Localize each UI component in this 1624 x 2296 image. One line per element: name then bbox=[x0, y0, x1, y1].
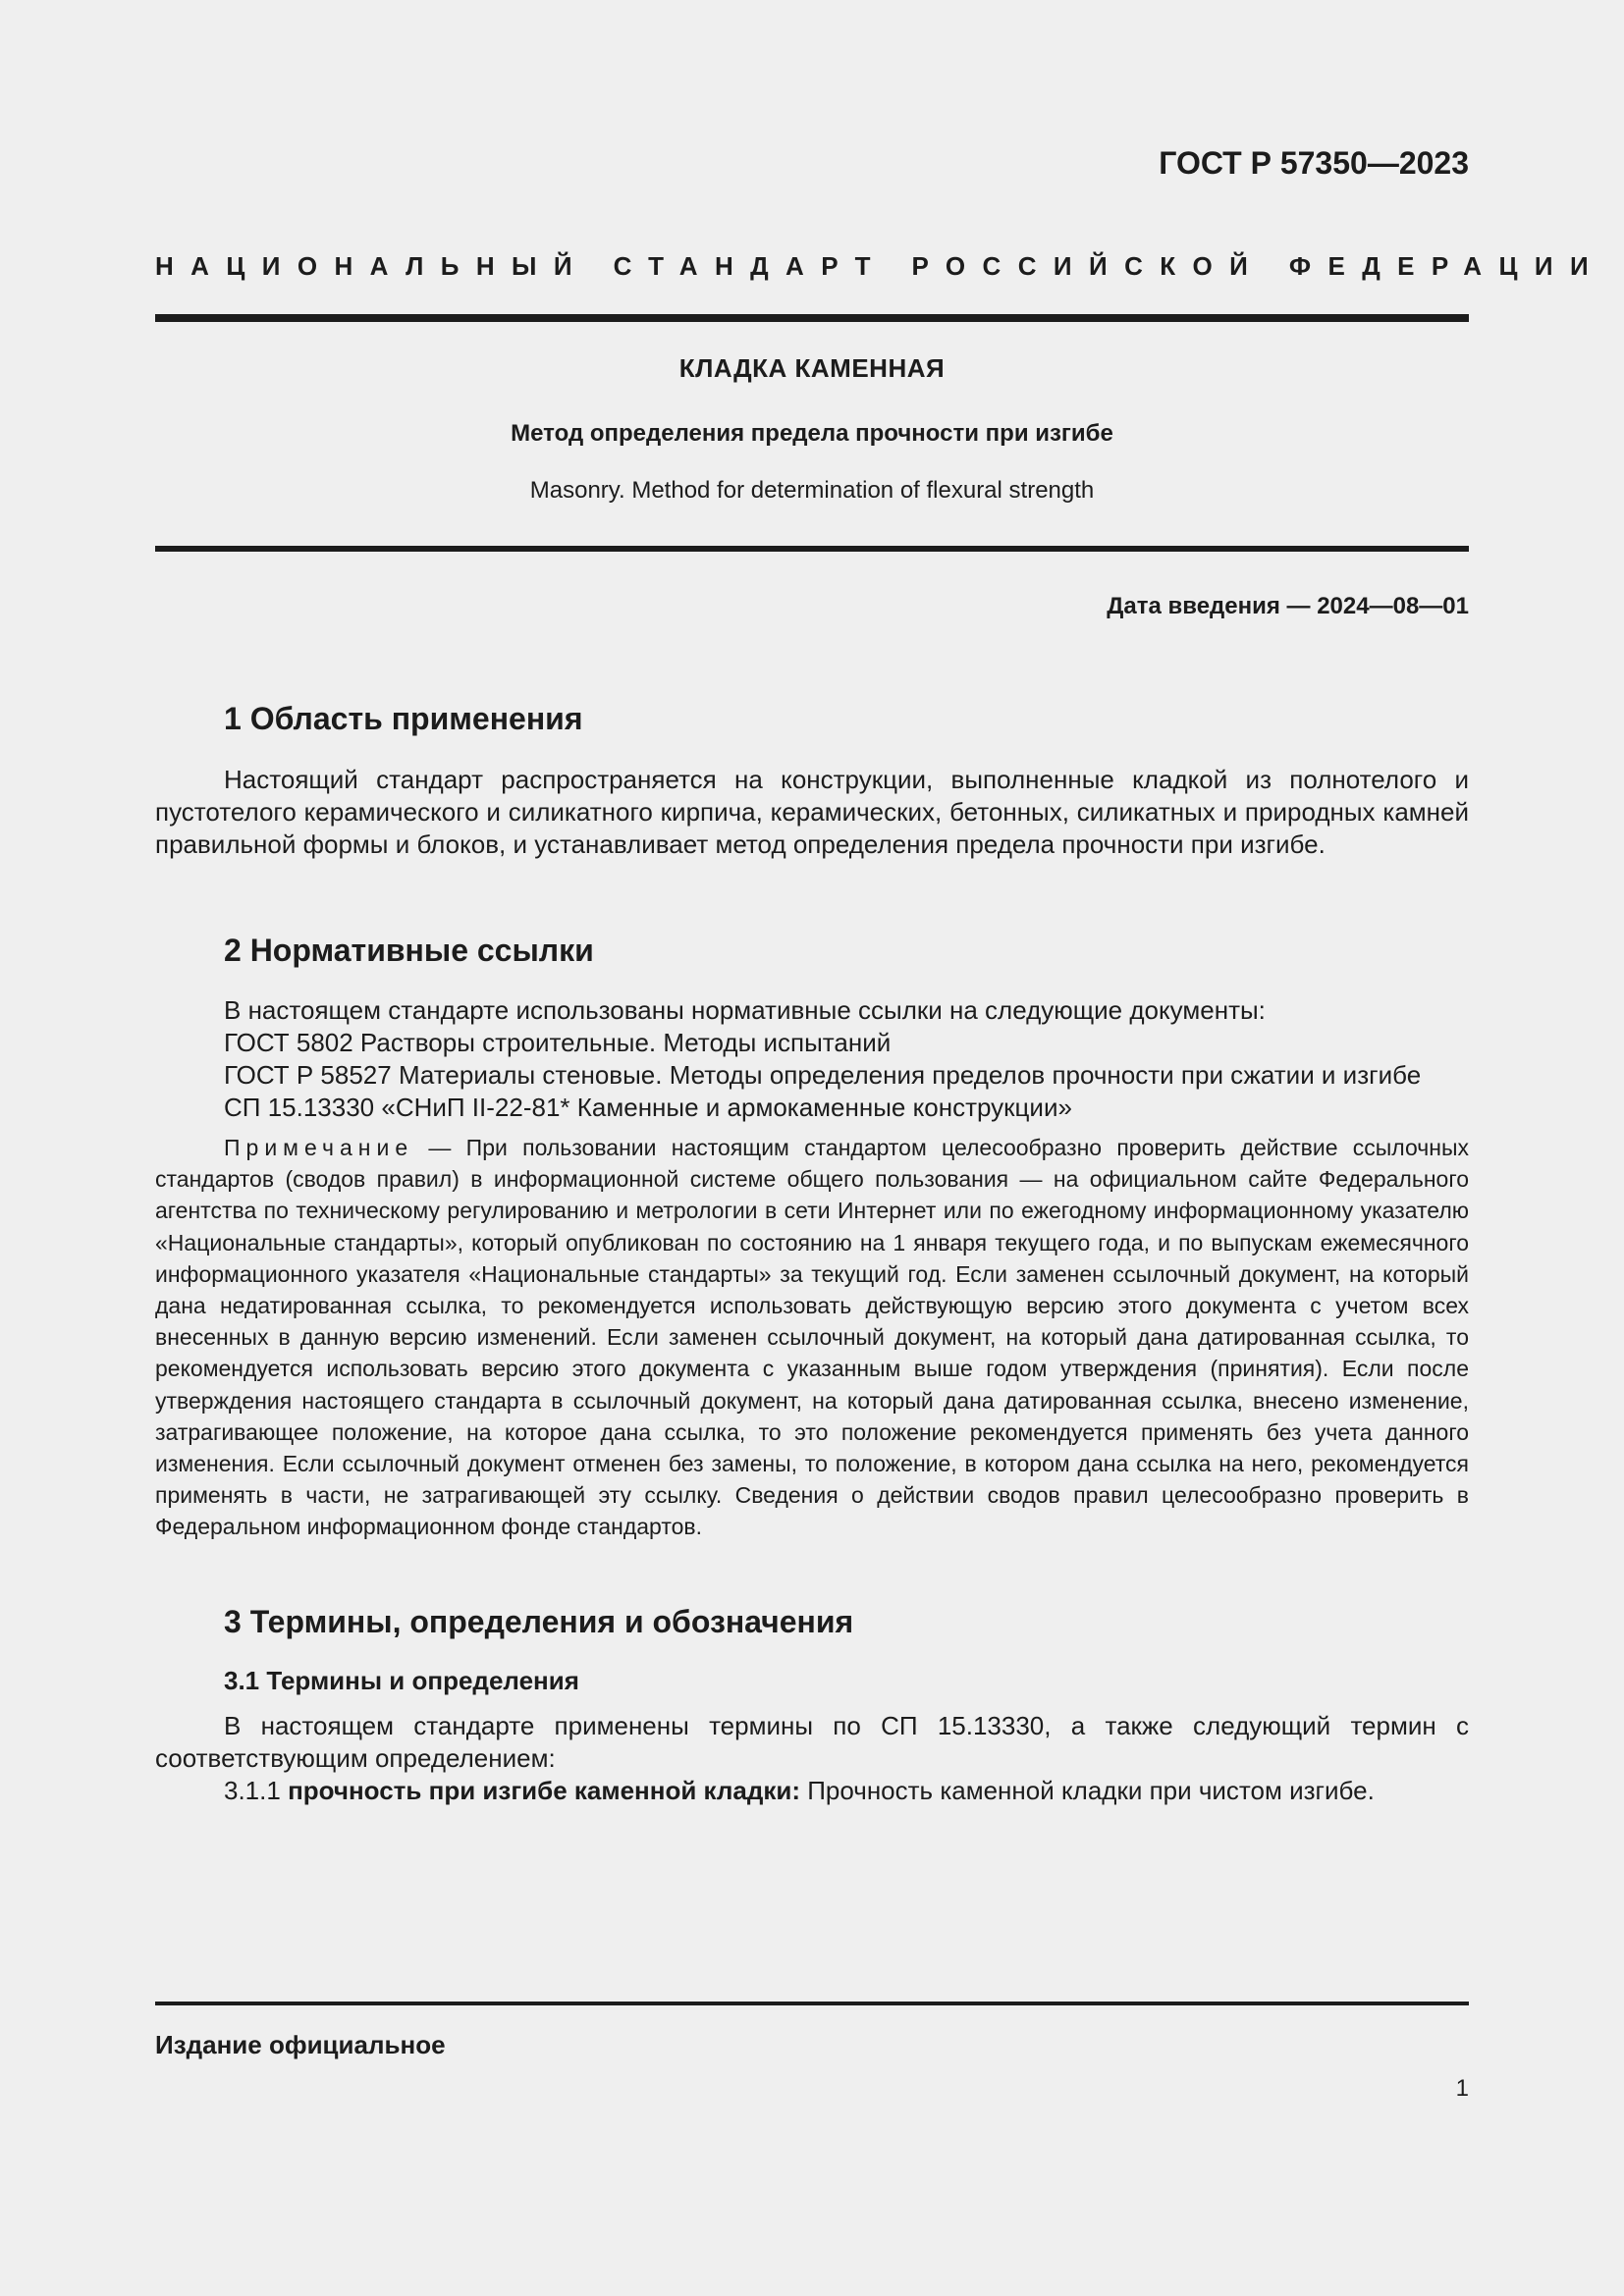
reference-item: СП 15.13330 «СНиП II-22-81* Каменные и армокаменные конструкции» bbox=[224, 1093, 1072, 1122]
section-2-intro: В настоящем стандарте использованы нормативные ссылки на следующие документы: bbox=[224, 995, 1266, 1025]
term-definition bbox=[155, 1775, 1469, 1807]
title-rule bbox=[155, 546, 1469, 552]
footer-rule bbox=[155, 2002, 1469, 2005]
section-1-text: Настоящий стандарт распространяется на конструкции, выполненные кладкой из полнотелого и пустотелого керамического и силикатного кирпича, керамических, бетонных, силикатных и природных камней правильной формы и блоков, и устанавливает метод определения предела прочности при изгибе. bbox=[155, 765, 1469, 859]
note-label: Примечание bbox=[224, 1135, 414, 1160]
gost-number: ГОСТ Р 57350—2023 bbox=[1159, 145, 1469, 181]
national-standard-banner: НАЦИОНАЛЬНЫЙ СТАНДАРТ РОССИЙСКОЙ ФЕДЕРАЦИИ bbox=[155, 251, 1606, 281]
section-2-note bbox=[155, 1132, 1469, 1543]
official-edition-label: Издание официальное bbox=[155, 2030, 446, 2059]
term-name: прочность при изгибе каменной кладки: bbox=[288, 1776, 801, 1805]
section-1-body bbox=[155, 764, 1469, 861]
section-3-intro: В настоящем стандарте применены термины по СП 15.13330, а также следующий термин с соответствующим определением: bbox=[155, 1711, 1469, 1773]
section-1-heading: 1 Область применения bbox=[224, 701, 583, 736]
section-2-body bbox=[155, 994, 1469, 1543]
term-number: 3.1.1 bbox=[224, 1776, 289, 1805]
section-2-heading: 2 Нормативные ссылки bbox=[224, 933, 594, 968]
reference-item: ГОСТ 5802 Растворы строительные. Методы испытаний bbox=[224, 1028, 892, 1057]
subsection-3-1-heading: 3.1 Термины и определения bbox=[224, 1666, 579, 1695]
header-rule bbox=[155, 314, 1469, 322]
section-3-heading: 3 Термины, определения и обозначения bbox=[224, 1604, 854, 1639]
section-3-body bbox=[155, 1710, 1469, 1807]
introduction-date: Дата введения — 2024—08—01 bbox=[1107, 593, 1469, 619]
reference-item: ГОСТ Р 58527 Материалы стеновые. Методы определения пределов прочности при сжатии и изгибе bbox=[224, 1060, 1422, 1090]
term-text: Прочность каменной кладки при чистом изгибе. bbox=[800, 1776, 1375, 1805]
page-number: 1 bbox=[1455, 2075, 1469, 2102]
document-subtitle: Метод определения предела прочности при изгибе bbox=[511, 420, 1113, 447]
document-english-title: Masonry. Method for determination of flexural strength bbox=[529, 477, 1095, 504]
note-text: — При пользовании настоящим стандартом целесообразно проверить действие ссылочных стандартов (сводов правил) в информационной системе общего пользования — на официальном сайте Федерального агентства по техническому регулированию и метрологии в сети Интернет или по ежегодному информационному указателю «Национальные стандарты», который опубликован по состоянию на 1 января текущего года, и по выпускам ежемесячного информационного указателя «Национальные стандарты» за текущий год. Если заменен ссылочный документ, на который дана недатированная ссылка, то рекомендуется использовать действующую версию этого документа с учетом всех внесенных в данную версию изменений. Если заменен ссылочный документ, на который дана датированная ссылка, то рекомендуется использовать версию этого документа с указанным выше годом утверждения (принятия). Если после утверждения настоящего стандарта в ссылочный документ, на который дана датированная ссылка, внесено изменение, затрагивающее положение, на которое дана ссылка, то это положение рекомендуется применять без учета данного изменения. Если ссылочный документ отменен без замены, то положение, в котором дана ссылка на него, рекомендуется применять в части, не затрагивающей эту ссылку. Сведения о действии сводов правил целесообразно проверить в Федеральном информационном фонде стандартов. bbox=[155, 1135, 1469, 1540]
document-title: КЛАДКА КАМЕННАЯ bbox=[678, 353, 946, 383]
